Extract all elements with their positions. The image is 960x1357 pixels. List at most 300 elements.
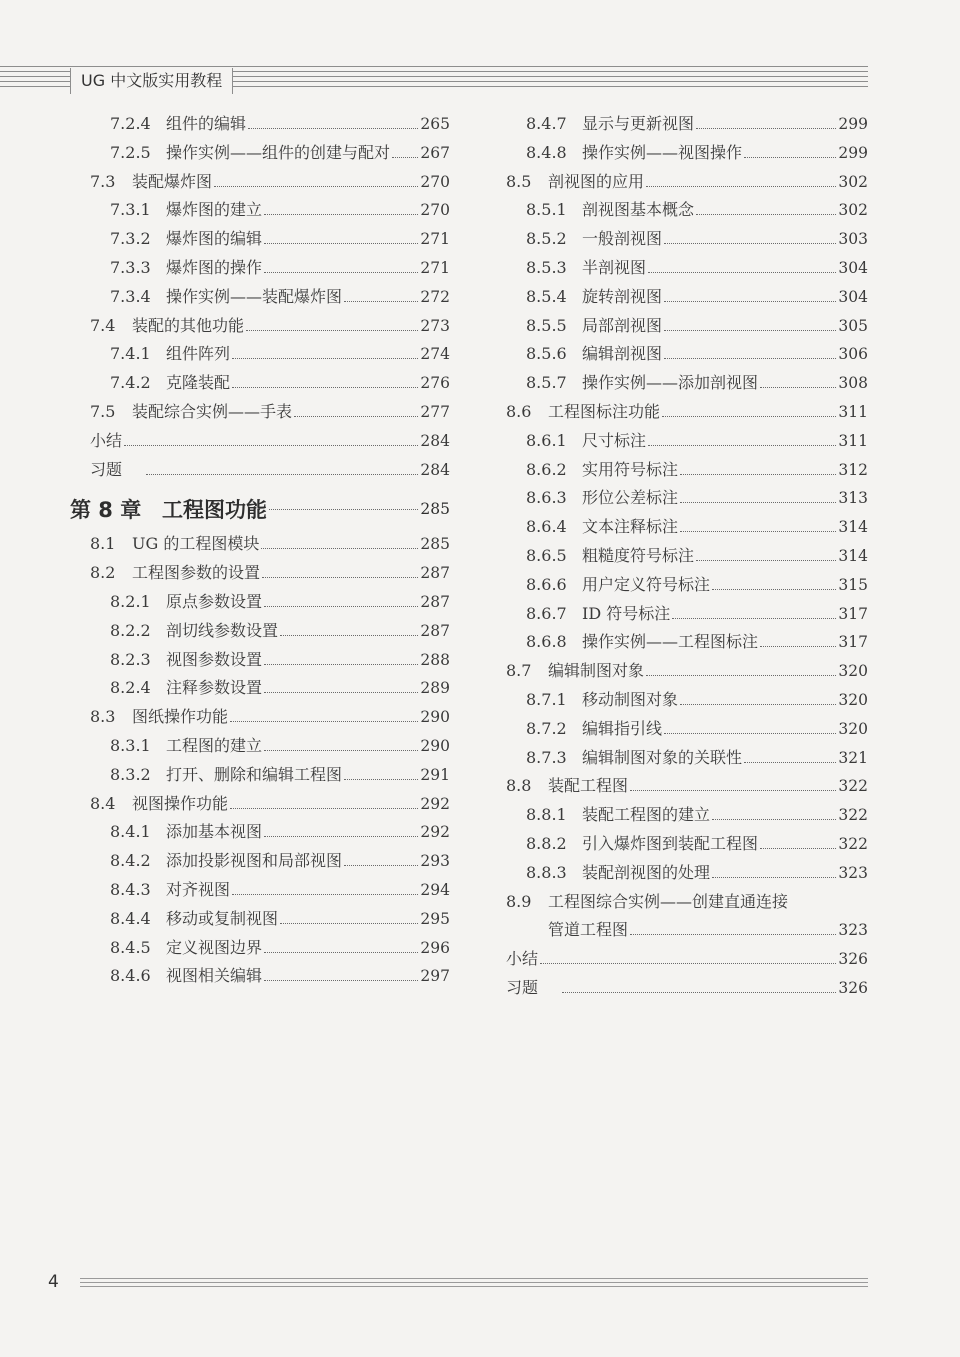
toc-entry-title: 装配剖视图的处理 <box>582 862 711 882</box>
toc-entry-title: 工程图标注功能 <box>548 401 661 421</box>
toc-entry-title: 形位公差标注 <box>582 488 679 508</box>
toc-entry-page: 267 <box>420 143 450 162</box>
toc-dot-leader <box>540 962 836 964</box>
toc-dot-leader <box>680 703 836 705</box>
toc-dot-leader <box>664 329 836 331</box>
toc-entry-number: 8.6.5 <box>526 545 567 565</box>
toc-entry-title: 用户定义符号标注 <box>582 574 711 594</box>
toc-entry-title: 视图相关编辑 <box>166 966 263 986</box>
toc-dot-leader <box>232 357 418 359</box>
toc-entry-page: 284 <box>420 460 450 479</box>
toc-entry <box>70 111 450 140</box>
toc-entry-title: 习题 <box>506 977 539 997</box>
toc-entry-title: 视图参数设置 <box>166 649 263 669</box>
toc-entry <box>70 963 450 992</box>
toc-entry <box>70 531 450 560</box>
toc-entry-page: 295 <box>420 909 450 928</box>
toc-entry-title: 习题 <box>90 459 123 479</box>
toc-dot-leader <box>146 473 418 475</box>
toc-entry <box>506 572 868 601</box>
toc-entry-number: 8.8 <box>506 776 532 796</box>
toc-entry-page: 292 <box>420 823 450 842</box>
toc-entry-title: 操作实例——添加剖视图 <box>582 373 759 393</box>
toc-entry-page: 274 <box>420 345 450 364</box>
toc-entry-title: 工程图综合实例——创建直通连接 <box>548 891 789 911</box>
toc-dot-leader <box>264 749 418 751</box>
toc-entry <box>506 255 868 284</box>
toc-entry-page: 294 <box>420 880 450 899</box>
toc-dot-leader <box>672 617 836 619</box>
toc-entry <box>70 906 450 935</box>
toc-entry <box>70 428 450 457</box>
toc-dot-leader <box>680 473 836 475</box>
toc-entry-page: 326 <box>838 950 868 969</box>
toc-entry-page: 270 <box>420 172 450 191</box>
toc-entry <box>506 284 868 313</box>
toc-entry <box>70 140 450 169</box>
toc-entry-title: 剖切线参数设置 <box>166 620 279 640</box>
toc-entry-number: 8.5.5 <box>526 315 567 335</box>
toc-dot-leader <box>760 847 836 849</box>
toc-dot-leader <box>214 185 418 187</box>
toc-entry <box>506 197 868 226</box>
toc-entry-number: 8.6.8 <box>526 632 567 652</box>
toc-entry <box>70 704 450 733</box>
toc-entry <box>506 399 868 428</box>
toc-entry <box>506 169 868 198</box>
toc-entry-number: 8.4.2 <box>110 851 151 871</box>
toc-dot-leader <box>744 761 836 763</box>
toc-entry-title: 移动制图对象 <box>582 689 679 709</box>
toc-entry-number: 8.7.3 <box>526 747 567 767</box>
toc-entry <box>506 658 868 687</box>
toc-entry <box>506 428 868 457</box>
toc-entry <box>70 197 450 226</box>
toc-entry-title: 操作实例——组件的创建与配对 <box>166 142 391 162</box>
toc-dot-leader <box>744 156 836 158</box>
toc-entry-number: 8.9 <box>506 891 532 911</box>
toc-entry-number: 7.4.2 <box>110 373 151 393</box>
toc-entry-page: 322 <box>838 777 868 796</box>
toc-entry <box>506 975 868 1004</box>
toc-entry-number: 8.8.3 <box>526 862 567 882</box>
toc-entry <box>70 370 450 399</box>
toc-entry-page: 271 <box>420 230 450 249</box>
toc-entry <box>70 762 450 791</box>
toc-entry-page: 306 <box>838 345 868 364</box>
toc-dot-leader <box>712 588 836 590</box>
toc-entry <box>506 629 868 658</box>
toc-entry-number: 7.4.1 <box>110 344 151 364</box>
toc-entry <box>506 946 868 975</box>
toc-entry-number: 8.4.4 <box>110 908 151 928</box>
toc-dot-leader <box>280 634 418 636</box>
toc-entry-title: 添加投影视图和局部视图 <box>166 851 343 871</box>
toc-entry-title: 旋转剖视图 <box>582 286 663 306</box>
toc-entry <box>506 716 868 745</box>
toc-dot-leader <box>124 444 418 446</box>
toc-entry <box>70 791 450 820</box>
toc-entry <box>506 514 868 543</box>
toc-entry-title: 半剖视图 <box>582 257 647 277</box>
toc-entry-title: 爆炸图的编辑 <box>166 229 263 249</box>
toc-entry-number: 7.3 <box>90 171 116 191</box>
toc-entry-number: 8.7 <box>506 661 532 681</box>
toc-entry-title: 剖视图基本概念 <box>582 200 695 220</box>
toc-dot-leader <box>264 271 418 273</box>
toc-entry <box>70 819 450 848</box>
toc-entry-page: 285 <box>420 500 450 519</box>
toc-entry-title: 局部剖视图 <box>582 315 663 335</box>
toc-entry-number: 7.3.4 <box>110 286 151 306</box>
toc-entry-title: 图纸操作功能 <box>132 707 229 727</box>
toc-entry <box>70 935 450 964</box>
toc-entry-number: 8.6.2 <box>526 459 567 479</box>
toc-entry-number: 8.3 <box>90 707 116 727</box>
toc-entry <box>506 745 868 774</box>
toc-dot-leader <box>664 732 836 734</box>
toc-entry-number: 8.5.3 <box>526 257 567 277</box>
toc-entry-title: 剖视图的应用 <box>548 171 645 191</box>
book-title: UG 中文版实用教程 <box>70 68 233 94</box>
toc-entry-page: 271 <box>420 258 450 277</box>
toc-entry-page: 272 <box>420 287 450 306</box>
toc-chapter-entry <box>70 487 450 531</box>
toc-dot-leader <box>264 213 418 215</box>
toc-entry <box>70 560 450 589</box>
toc-entry-page: 302 <box>838 172 868 191</box>
toc-dot-leader <box>264 242 418 244</box>
toc-dot-leader <box>264 605 418 607</box>
toc-dot-leader <box>630 933 836 935</box>
toc-entry-number: 8.5.1 <box>526 200 567 220</box>
toc-entry-page: 287 <box>420 592 450 611</box>
toc-dot-leader <box>760 386 836 388</box>
toc-entry-page: 308 <box>838 374 868 393</box>
toc-entry-page: 285 <box>420 535 450 554</box>
toc-entry <box>506 889 868 918</box>
toc-entry-number: 8.3.1 <box>110 735 151 755</box>
toc-dot-leader <box>344 300 418 302</box>
toc-entry-page: 323 <box>838 921 868 940</box>
toc-entry <box>70 877 450 906</box>
toc-entry-title: 爆炸图的建立 <box>166 200 263 220</box>
toc-entry-title: 实用符号标注 <box>582 459 679 479</box>
toc-dot-leader <box>261 547 418 549</box>
toc-entry-number: 8.6 <box>506 401 532 421</box>
toc-dot-leader <box>246 329 418 331</box>
toc-entry-number: 8.6.6 <box>526 574 567 594</box>
toc-entry-number: 8.7.1 <box>526 689 567 709</box>
toc-entry <box>70 848 450 877</box>
toc-entry-number: 8.2.4 <box>110 678 151 698</box>
toc-entry-title: 打开、删除和编辑工程图 <box>166 764 343 784</box>
toc-entry-page: 303 <box>838 230 868 249</box>
toc-entry-number: 8.2 <box>90 563 116 583</box>
toc-dot-leader <box>712 818 836 820</box>
toc-dot-leader <box>680 501 836 503</box>
toc-dot-leader <box>264 835 418 837</box>
page-number: 4 <box>48 1272 59 1292</box>
toc-entry-page: 290 <box>420 736 450 755</box>
toc-entry-title: 对齐视图 <box>166 879 231 899</box>
toc-entry-number: 8.5.7 <box>526 373 567 393</box>
toc-entry <box>70 169 450 198</box>
toc-entry-title: 显示与更新视图 <box>582 114 695 133</box>
toc-right-column <box>506 111 868 1004</box>
toc-entry-page: 299 <box>838 115 868 133</box>
toc-dot-leader <box>760 645 836 647</box>
toc-entry <box>70 341 450 370</box>
toc-entry-title: 操作实例——视图操作 <box>582 142 743 162</box>
toc-entry-number: 8.2.1 <box>110 591 151 611</box>
toc-entry <box>70 457 450 486</box>
toc-dot-leader <box>648 444 836 446</box>
toc-entry-page: 290 <box>420 708 450 727</box>
toc-entry <box>506 370 868 399</box>
toc-entry-number: 7.2.5 <box>110 142 151 162</box>
toc-entry-page: 292 <box>420 794 450 813</box>
toc-entry-title: 编辑制图对象 <box>548 661 645 681</box>
toc-entry-number: 7.3.1 <box>110 200 151 220</box>
toc-entry-number: 8.8.2 <box>526 833 567 853</box>
toc-entry-number: 8.4.7 <box>526 114 567 133</box>
toc-entry-page: 320 <box>838 690 868 709</box>
toc-entry-page: 322 <box>838 834 868 853</box>
toc-entry-title: 原点参数设置 <box>166 591 263 611</box>
toc-entry-title: ID 符号标注 <box>582 603 671 623</box>
toc-entry-page: 323 <box>838 863 868 882</box>
toc-entry-page: 311 <box>838 402 868 421</box>
toc-entry-number: 8.4.5 <box>110 937 151 957</box>
toc-entry-title: 定义视图边界 <box>166 937 263 957</box>
toc-entry-number: 第 8 章 <box>70 498 142 523</box>
toc-entry-number: 8.1 <box>90 534 116 554</box>
toc-entry <box>506 917 868 946</box>
toc-entry-number: 7.3.3 <box>110 257 151 277</box>
toc-entry-page: 270 <box>420 201 450 220</box>
toc-entry-title: 小结 <box>506 949 539 969</box>
toc-dot-leader <box>264 663 418 665</box>
toc-entry-number: 7.3.2 <box>110 229 151 249</box>
toc-dot-leader <box>344 864 418 866</box>
toc-entry-title: 操作实例——工程图标注 <box>582 632 759 652</box>
toc-entry-page: 322 <box>838 806 868 825</box>
toc-entry-page: 277 <box>420 402 450 421</box>
toc-entry-page: 265 <box>420 115 450 133</box>
toc-entry <box>70 647 450 676</box>
toc-entry-number: 8.4.1 <box>110 822 151 842</box>
toc-entry-title: 组件阵列 <box>166 344 231 364</box>
toc-dot-leader <box>664 357 836 359</box>
toc-entry-title: 工程图参数的设置 <box>132 563 261 583</box>
toc-entry-page: 312 <box>838 460 868 479</box>
toc-left-column <box>70 111 450 992</box>
toc-entry-page: 320 <box>838 719 868 738</box>
toc-entry-title: 管道工程图 <box>548 920 629 940</box>
toc-entry-page: 311 <box>838 431 868 450</box>
toc-entry-title: 组件的编辑 <box>166 114 247 133</box>
toc-entry-page: 287 <box>420 564 450 583</box>
toc-entry-page: 291 <box>420 765 450 784</box>
toc-entry-page: 287 <box>420 621 450 640</box>
toc-entry-page: 284 <box>420 431 450 450</box>
toc-entry <box>506 601 868 630</box>
toc-entry-number: 8.2.3 <box>110 649 151 669</box>
running-header <box>0 60 960 100</box>
toc-entry-number: 8.7.2 <box>526 718 567 738</box>
toc-entry-title: 编辑指引线 <box>582 718 663 738</box>
toc-entry-number: 8.3.2 <box>110 764 151 784</box>
toc-dot-leader <box>664 300 836 302</box>
toc-dot-leader <box>264 979 418 981</box>
toc-entry-page: 314 <box>838 518 868 537</box>
toc-entry-page: 297 <box>420 967 450 986</box>
toc-dot-leader <box>696 559 836 561</box>
toc-entry <box>506 802 868 831</box>
toc-dot-leader <box>232 893 418 895</box>
toc-entry-number: 8.4.3 <box>110 879 151 899</box>
toc-dot-leader <box>280 922 418 924</box>
page-footer <box>0 1268 960 1298</box>
toc-dot-leader <box>248 127 418 129</box>
toc-dot-leader <box>392 156 418 158</box>
toc-entry <box>70 589 450 618</box>
toc-entry-title: 文本注释标注 <box>582 517 679 537</box>
toc-dot-leader <box>680 530 836 532</box>
toc-entry <box>70 618 450 647</box>
toc-entry <box>70 255 450 284</box>
toc-dot-leader <box>562 991 836 993</box>
toc-entry-number: 7.5 <box>90 401 116 421</box>
toc-dot-leader <box>646 674 836 676</box>
toc-entry <box>506 485 868 514</box>
toc-entry <box>506 457 868 486</box>
toc-dot-leader <box>712 876 836 878</box>
toc-dot-leader <box>264 951 418 953</box>
toc-entry-page: 320 <box>838 662 868 681</box>
toc-entry-page: 305 <box>838 316 868 335</box>
toc-entry-title: 添加基本视图 <box>166 822 263 842</box>
toc-entry-number: 8.4 <box>90 793 116 813</box>
toc-entry-title: 视图操作功能 <box>132 793 229 813</box>
toc-entry-page: 314 <box>838 546 868 565</box>
toc-entry-title: 克隆装配 <box>166 373 231 393</box>
toc-entry <box>506 313 868 342</box>
toc-entry-number: 8.5 <box>506 171 532 191</box>
toc-entry-title: 爆炸图的操作 <box>166 257 263 277</box>
toc-entry-number: 8.6.3 <box>526 488 567 508</box>
toc-entry-page: 304 <box>838 287 868 306</box>
toc-entry-title: 引入爆炸图到装配工程图 <box>582 833 759 853</box>
footer-rules <box>80 1278 868 1290</box>
toc-entry-number: 8.2.2 <box>110 620 151 640</box>
toc-entry <box>506 773 868 802</box>
toc-entry-title: 装配工程图的建立 <box>582 805 711 825</box>
toc-entry-title: 装配的其他功能 <box>132 315 245 335</box>
toc-entry-page: 321 <box>838 748 868 767</box>
toc-entry-page: 276 <box>420 374 450 393</box>
toc-dot-leader <box>230 807 418 809</box>
toc-entry <box>506 341 868 370</box>
toc-entry <box>70 399 450 428</box>
toc-entry-number: 8.6.4 <box>526 517 567 537</box>
toc-entry-title: 尺寸标注 <box>582 430 647 450</box>
toc-entry-title: 小结 <box>90 430 123 450</box>
toc-entry-page: 293 <box>420 852 450 871</box>
toc-dot-leader <box>648 271 836 273</box>
toc-entry <box>506 687 868 716</box>
toc-entry <box>70 675 450 704</box>
toc-entry-page: 317 <box>838 633 868 652</box>
toc-entry <box>506 543 868 572</box>
toc-entry-title: 一般剖视图 <box>582 229 663 249</box>
toc-entry-page: 317 <box>838 604 868 623</box>
toc-entry-number: 8.6.7 <box>526 603 567 623</box>
toc-entry-number: 8.4.6 <box>110 966 151 986</box>
toc-entry-title: 移动或复制视图 <box>166 908 279 928</box>
toc-dot-leader <box>662 415 836 417</box>
toc-dot-leader <box>696 213 836 215</box>
toc-entry-page: 273 <box>420 316 450 335</box>
toc-entry-number: 8.6.1 <box>526 430 567 450</box>
toc-entry-number: 7.4 <box>90 315 116 335</box>
toc-entry-page: 288 <box>420 650 450 669</box>
toc-entry-number: 8.8.1 <box>526 805 567 825</box>
toc-entry-page: 302 <box>838 201 868 220</box>
toc-entry-page: 313 <box>838 489 868 508</box>
toc-dot-leader <box>696 127 836 129</box>
toc-entry-page: 304 <box>838 258 868 277</box>
toc-entry-title: 装配工程图 <box>548 776 629 796</box>
toc-entry <box>506 140 868 169</box>
toc-entry <box>70 733 450 762</box>
toc-entry-title: 操作实例——装配爆炸图 <box>166 286 343 306</box>
toc-dot-leader <box>344 778 418 780</box>
toc-entry-title: 编辑剖视图 <box>582 344 663 364</box>
toc-entry-page: 289 <box>420 679 450 698</box>
toc-dot-leader <box>646 185 836 187</box>
toc-entry-page: 299 <box>838 143 868 162</box>
toc-dot-leader <box>230 720 418 722</box>
toc-entry-number: 8.5.4 <box>526 286 567 306</box>
toc-entry <box>70 226 450 255</box>
toc-entry-page: 326 <box>838 978 868 997</box>
toc-entry-number: 8.5.6 <box>526 344 567 364</box>
toc-dot-leader <box>232 386 418 388</box>
toc-entry <box>506 226 868 255</box>
toc-entry-number: 7.2.4 <box>110 114 151 133</box>
toc-entry <box>506 831 868 860</box>
toc-entry-title: UG 的工程图模块 <box>132 534 260 554</box>
toc-dot-leader <box>630 789 836 791</box>
toc-entry-title: 编辑制图对象的关联性 <box>582 747 743 767</box>
toc-entry <box>70 284 450 313</box>
toc-entry <box>70 313 450 342</box>
toc-dot-leader <box>262 576 418 578</box>
toc-dot-leader <box>664 242 836 244</box>
toc-dot-leader <box>264 691 418 693</box>
toc-entry-page: 296 <box>420 938 450 957</box>
toc-dot-leader <box>269 508 418 510</box>
toc-entry-title: 工程图功能 <box>162 497 267 523</box>
toc-entry <box>506 111 868 140</box>
toc-entry-number: 8.4.8 <box>526 142 567 162</box>
toc-entry-title: 注释参数设置 <box>166 678 263 698</box>
toc-entry-page: 315 <box>838 575 868 594</box>
toc-entry-title: 装配爆炸图 <box>132 171 213 191</box>
toc-dot-leader <box>294 415 418 417</box>
